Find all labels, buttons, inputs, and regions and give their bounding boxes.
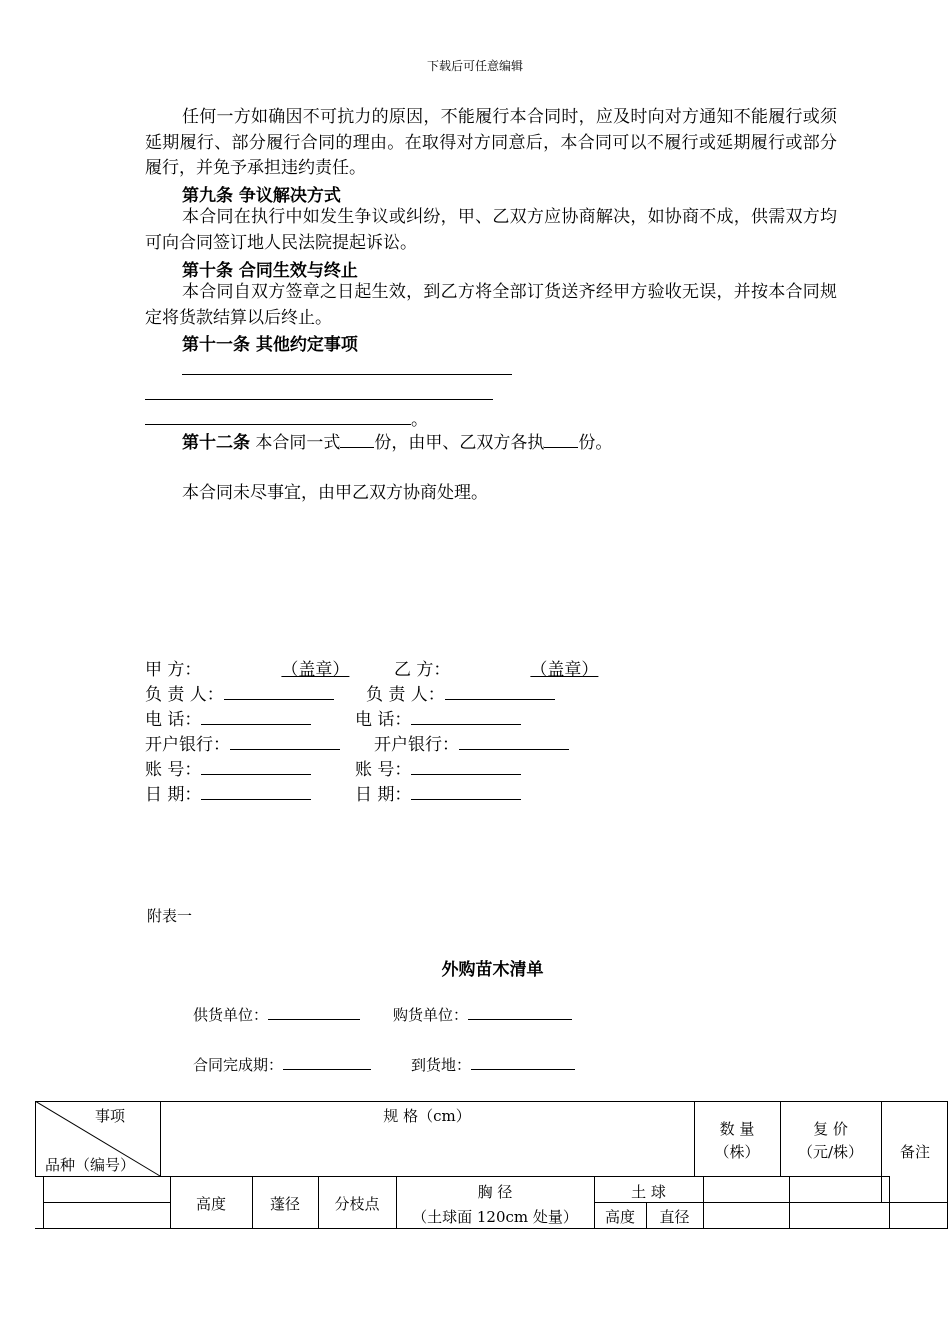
height-header: 高度 xyxy=(195,1195,226,1213)
party-b-row xyxy=(394,655,598,680)
article-11-end-mark: 。 xyxy=(411,410,428,430)
diag-top-label: 事项 xyxy=(95,1107,126,1125)
dbh-header-2: （土球面 120cm 处量） xyxy=(412,1208,578,1226)
seal-label: （盖章） xyxy=(281,660,350,680)
article-9-text: 本合同在执行中如发生争议或纠纷，甲、乙双方应协商解决，如协商不成，供需双方均可向合同签订地人民法院提起诉讼。 xyxy=(145,207,837,253)
article-11-blank-line-2[interactable] xyxy=(145,399,493,400)
party-a-row xyxy=(145,655,349,680)
party-a-bank-field[interactable] xyxy=(230,732,340,750)
article-10-text: 本合同自双方签章之日起生效，到乙方将全部订货送齐经甲方验收无误，并按本合同规定将货款结算以后终止。 xyxy=(145,282,837,328)
seal-label: （盖章） xyxy=(530,660,599,680)
remark-header: 备注 xyxy=(899,1143,930,1161)
closing-text: 本合同未尽事宜，由甲乙双方协商处理。 xyxy=(182,483,488,503)
completion-label: 合同完成期： xyxy=(193,1056,284,1074)
party-b-person-label: 负 责 人： xyxy=(366,685,445,705)
table-divider-price xyxy=(881,1101,882,1202)
row2-left-border xyxy=(43,1176,44,1228)
row2-col-remark xyxy=(889,1176,890,1228)
party-b-bank-field[interactable] xyxy=(459,732,569,750)
party-b-phone-row xyxy=(355,705,521,730)
price-header-1: 复 价 xyxy=(813,1120,848,1138)
copies-each-blank[interactable] xyxy=(544,430,578,448)
party-a-phone-label: 电 话： xyxy=(145,710,202,730)
row2-col-qty xyxy=(703,1176,704,1228)
table-border-header-bottom xyxy=(35,1176,890,1177)
completion-row xyxy=(193,1054,371,1075)
buyer-row xyxy=(393,1004,572,1025)
appendix-label: 附表一 xyxy=(147,907,193,925)
completion-field[interactable] xyxy=(283,1054,371,1070)
row2-col-price xyxy=(789,1176,790,1228)
dbh-header-1: 胸 径 xyxy=(477,1183,513,1201)
party-a-account-label: 账 号： xyxy=(145,760,202,780)
page-header: 下载后可任意编辑 xyxy=(426,59,523,73)
supplier-row xyxy=(193,1004,360,1025)
party-b-phone-label: 电 话： xyxy=(355,710,412,730)
party-a-seal[interactable] xyxy=(201,655,349,680)
party-b-bank-row xyxy=(374,730,569,755)
supplier-field[interactable] xyxy=(268,1004,360,1020)
party-b-person-field[interactable] xyxy=(445,682,555,700)
soil-ball-header: 土 球 xyxy=(631,1183,666,1201)
buyer-field[interactable] xyxy=(468,1004,572,1020)
spec-header: 规 格（cm） xyxy=(383,1107,471,1125)
party-a-phone-row xyxy=(145,705,311,730)
party-a-person-row xyxy=(145,680,334,705)
party-b-person-row xyxy=(366,680,555,705)
party-a-date-label: 日 期： xyxy=(145,785,202,805)
buyer-label: 购货单位： xyxy=(393,1006,469,1024)
quantity-header-2: （株） xyxy=(714,1143,760,1161)
party-a-bank-row xyxy=(145,730,340,755)
party-b-account-field[interactable] xyxy=(411,757,521,775)
article-11-blank-line-3[interactable] xyxy=(145,424,411,425)
party-b-date-field[interactable] xyxy=(411,782,521,800)
article-11-title: 第十一条 其他约定事项 xyxy=(182,335,358,355)
party-a-bank-label: 开户银行： xyxy=(145,735,230,755)
party-b-date-label: 日 期： xyxy=(355,785,412,805)
party-b-bank-label: 开户银行： xyxy=(374,735,459,755)
party-b-account-row xyxy=(355,755,521,780)
destination-field[interactable] xyxy=(471,1054,575,1070)
party-b-phone-field[interactable] xyxy=(411,707,521,725)
destination-label: 到货地： xyxy=(411,1056,472,1074)
party-a-person-field[interactable] xyxy=(224,682,334,700)
party-b-label: 乙 方： xyxy=(394,660,451,680)
party-a-label: 甲 方： xyxy=(145,660,202,680)
party-a-date-row xyxy=(145,780,311,805)
article-12-text-a: 本合同一式 xyxy=(255,433,341,453)
row2-right-split xyxy=(594,1202,890,1203)
row2-remark-split xyxy=(889,1202,948,1203)
appendix-title: 外购苗木清单 xyxy=(441,960,544,980)
article-10-title: 第十条 合同生效与终止 xyxy=(182,261,358,281)
party-a-account-row xyxy=(145,755,311,780)
supplier-label: 供货单位： xyxy=(193,1006,269,1024)
article-12-text-b: 份，由甲、乙双方各执 xyxy=(374,433,545,453)
party-a-date-field[interactable] xyxy=(201,782,311,800)
branch-header: 分枝点 xyxy=(334,1195,380,1213)
party-a-account-field[interactable] xyxy=(201,757,311,775)
row2-left-split xyxy=(43,1202,170,1203)
table-border-top xyxy=(35,1101,948,1102)
article-12-line xyxy=(182,430,612,456)
party-a-phone-field[interactable] xyxy=(201,707,311,725)
ball-height-header: 高度 xyxy=(604,1208,635,1226)
destination-row xyxy=(411,1054,575,1075)
article-12-title: 第十二条 xyxy=(182,433,250,453)
party-b-account-label: 账 号： xyxy=(355,760,412,780)
party-b-date-row xyxy=(355,780,521,805)
article-9-title: 第九条 争议解决方式 xyxy=(182,186,341,206)
force-majeure-paragraph: 任何一方如确因不可抗力的原因，不能履行本合同时，应及时向对方通知不能履行或须延期履行、部分履行合同的理由。在取得对方同意后，本合同可以不履行或延期履行或部分履行，并免予承担违约责任。 xyxy=(145,107,837,178)
article-11-blank-line-1[interactable] xyxy=(182,374,512,375)
article-12-text-c: 份。 xyxy=(578,433,613,453)
price-header-2: （元/株） xyxy=(797,1143,864,1161)
party-b-seal[interactable] xyxy=(450,655,598,680)
ball-diameter-header: 直径 xyxy=(659,1208,690,1226)
copies-blank[interactable] xyxy=(340,430,374,448)
table-border-right xyxy=(947,1101,948,1228)
quantity-header-1: 数 量 xyxy=(719,1120,755,1138)
crown-header: 蓬径 xyxy=(269,1195,300,1213)
party-a-person-label: 负 责 人： xyxy=(145,685,224,705)
table-border-bottom xyxy=(35,1228,948,1229)
diag-bottom-label: 品种（编号） xyxy=(45,1156,136,1174)
